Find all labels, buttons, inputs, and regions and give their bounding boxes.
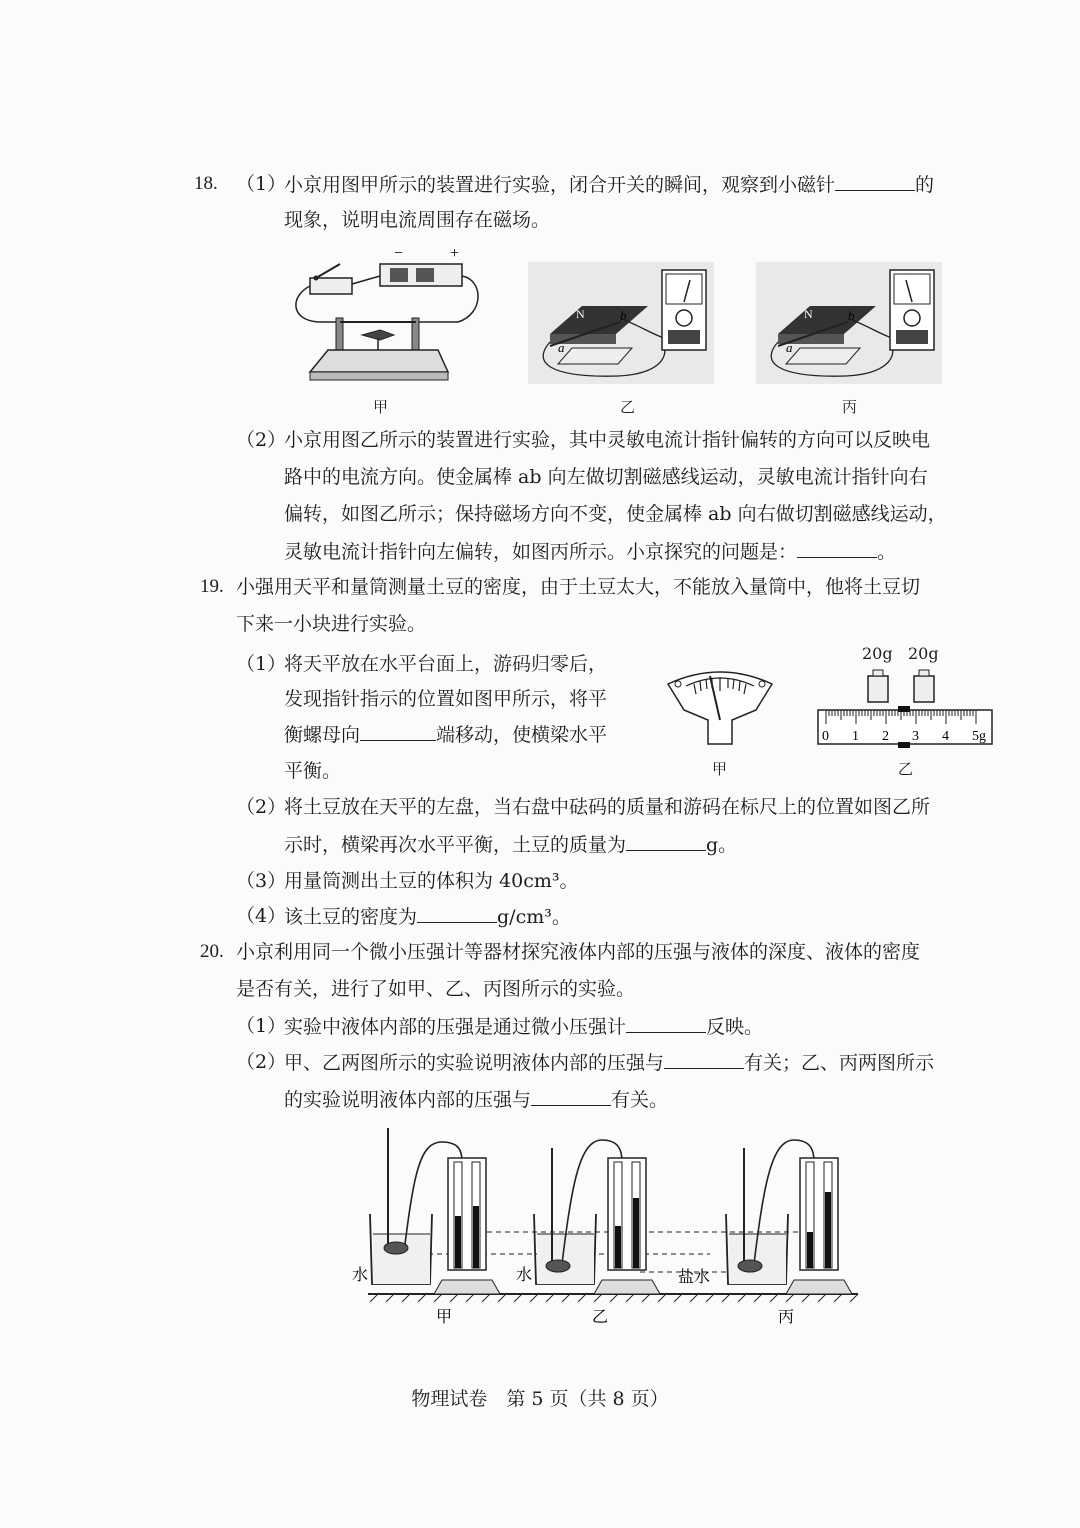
ruler-tick-label: 2 [882, 729, 889, 744]
q20-intro-line1: 小京利用同一个微小压强计等器材探究液体内部的压强与液体的深度、液体的密度 [236, 941, 921, 963]
q18-number: 18. [194, 173, 218, 194]
figure-induction-yi [528, 262, 714, 384]
setup-jia [370, 1128, 500, 1294]
figure-induction-bing [756, 262, 942, 384]
answer-blank[interactable] [360, 722, 436, 741]
q18-part2-line3: 偏转，如图乙所示；保持磁场方向不变，使金属棒 ab 向右做切割磁感线运动， [284, 503, 947, 525]
magnet-north-label: N [576, 307, 585, 321]
q19-part3-text: 用量筒测出土豆的体积为 40cm³。 [284, 870, 579, 892]
q20-part1-marker: （1） [236, 1015, 287, 1037]
figure-label-yi: 乙 [620, 398, 636, 416]
ruler-tick-label: 3 [912, 729, 919, 744]
liquid-label-water: 水 [352, 1267, 369, 1284]
q19-part1-marker: （1） [236, 653, 287, 675]
answer-blank[interactable] [664, 1050, 744, 1069]
ruler-tick-label: 1 [852, 729, 859, 744]
q20-part2-line2: 的实验说明液体内部的压强与 有关。 [284, 1089, 669, 1111]
figure-label-yi: 乙 [592, 1309, 609, 1326]
q20-part2-line1: 甲、乙两图所示的实验说明液体内部的压强与 有关；乙、丙两图所示 [284, 1052, 935, 1074]
ruler-tick-label: 0 [822, 729, 829, 744]
answer-blank[interactable] [626, 832, 706, 851]
weight-label-2: 20g [908, 644, 939, 663]
q19-part1-line4: 平衡。 [284, 760, 342, 782]
ruler-tick-label: 4 [942, 729, 949, 744]
q19-part1-line3: 衡螺母向 端移动，使横梁水平 [284, 724, 608, 746]
figure-label-jia: 甲 [373, 398, 389, 416]
q19-part4-marker: （4） [236, 905, 287, 927]
figure-label-bing: 丙 [842, 398, 858, 416]
figure-oersted [288, 240, 488, 420]
q19-part3-marker: （3） [236, 870, 287, 892]
answer-blank[interactable] [626, 1014, 706, 1033]
page-footer: 物理试卷 第 5 页（共 8 页） [411, 1388, 669, 1410]
answer-blank[interactable] [835, 172, 915, 191]
liquid-label-water: 水 [516, 1267, 533, 1284]
battery-plus-label: + [450, 245, 460, 262]
q18-part2-line2: 路中的电流方向。使金属棒 ab 向左做切割磁感线运动，灵敏电流计指针向右 [284, 466, 928, 488]
q18-part1-text: 小京用图甲所示的装置进行实验，闭合开关的瞬间，观察到小磁针 的 [284, 174, 935, 196]
liquid-label-saltwater: 盐水 [678, 1269, 711, 1286]
figure-weights-ruler [816, 666, 996, 750]
q19-part2-marker: （2） [236, 796, 287, 818]
answer-blank[interactable] [531, 1087, 611, 1106]
q18-part1-marker: （1） [236, 173, 287, 195]
setup-yi [534, 1140, 660, 1294]
figure-label-jia: 甲 [436, 1309, 453, 1326]
q19-part1-line2: 发现指针指示的位置如图甲所示，将平 [284, 688, 608, 710]
q20-number: 20. [200, 941, 224, 962]
rod-end-b-label: b [848, 308, 855, 323]
q19-number: 19. [200, 576, 224, 597]
q20-intro-line2: 是否有关，进行了如甲、乙、丙图所示的实验。 [236, 978, 636, 1000]
answer-blank[interactable] [417, 904, 497, 923]
figure-pressure-experiments [350, 1122, 870, 1332]
q20-part2-marker: （2） [236, 1051, 287, 1073]
q19-part1-line1: 将天平放在水平台面上，游码归零后， [284, 653, 608, 675]
q19-part2-line2: 示时，横梁再次水平平衡，土豆的质量为 g。 [284, 834, 738, 856]
rod-end-a-label: a [558, 340, 565, 355]
rod-end-a-label: a [786, 340, 793, 355]
q19-intro-line1: 小强用天平和量筒测量土豆的密度，由于土豆太大，不能放入量筒中，他将土豆切 [236, 576, 921, 598]
magnet-north-label: N [804, 307, 813, 321]
battery-minus-label: − [394, 245, 404, 262]
q19-intro-line2: 下来一小块进行实验。 [236, 613, 427, 635]
setup-bing [726, 1140, 852, 1294]
q19-part2-line1: 将土豆放在天平的左盘，当右盘中砝码的质量和游码在标尺上的位置如图乙所 [284, 796, 931, 818]
figure-label-bing: 丙 [778, 1309, 795, 1326]
figure-label-jia: 甲 [712, 760, 728, 778]
answer-blank[interactable] [797, 539, 877, 558]
q18-part2-line4: 灵敏电流计指针向左偏转，如图丙所示。小京探究的问题是： 。 [284, 541, 897, 563]
q19-part4-text: 该土豆的密度为 g/cm³。 [284, 906, 571, 928]
ruler-tick-label: 5g [972, 729, 986, 744]
q18-part2-line1: 小京用图乙所示的装置进行实验，其中灵敏电流计指针偏转的方向可以反映电 [284, 429, 931, 451]
rod-end-b-label: b [620, 308, 627, 323]
figure-label-yi: 乙 [898, 760, 914, 778]
q18-part2-marker: （2） [236, 429, 287, 451]
weight-label-1: 20g [862, 644, 893, 663]
q18-part1-text-line2: 现象，说明电流周围存在磁场。 [284, 209, 551, 231]
figure-balance-pointer [664, 664, 776, 750]
q20-part1-text: 实验中液体内部的压强是通过微小压强计 反映。 [284, 1016, 764, 1038]
